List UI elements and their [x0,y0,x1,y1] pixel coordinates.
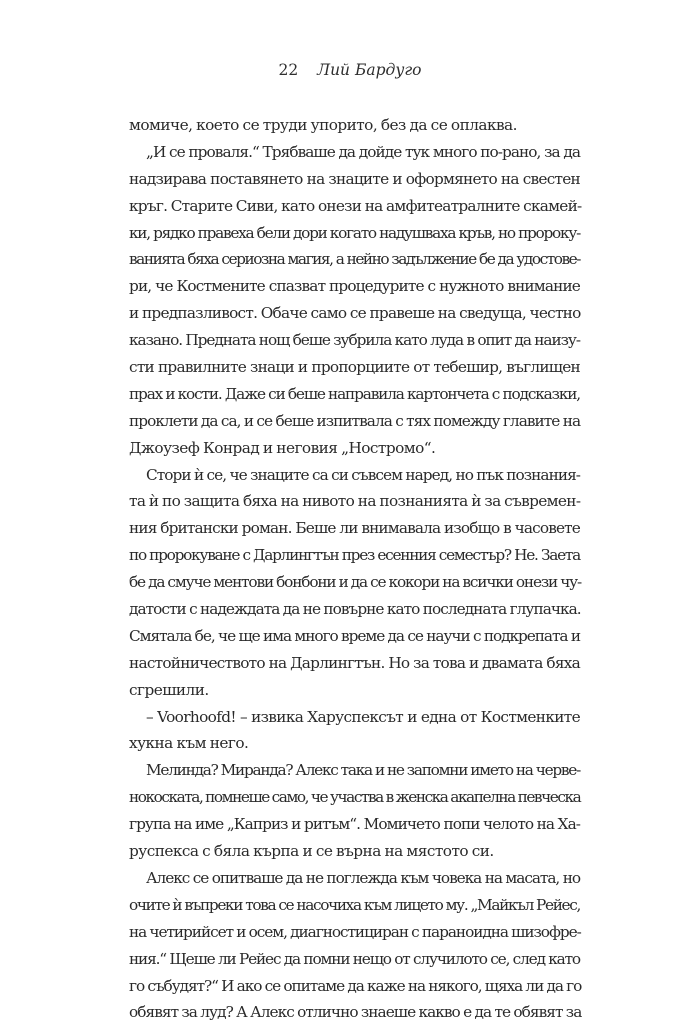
text-line: Мелинда? Миранда? Алекс така и не запомни името на черве- [146,761,580,780]
text-line: Алекс се опитваше да не поглежда към човека на масата, но [146,868,580,887]
text-line: – Voorhoofd! – извика Харуспексът и една от Костменките [146,707,580,726]
text-line: ки, рядко правеха бели дори когато надушваха кръв, но пророку- [129,223,580,242]
text-line: та ѝ по защита бяха на нивото на познанията ѝ за съвремен- [129,492,581,511]
text-line: и предпазливост. Обаче само се правеше на сведуща, честно [129,304,581,323]
text-line: хукна към него. [129,734,249,753]
text-line: ванията бяха сериозна магия, а нейно задължение бе да удостове- [129,250,580,269]
text-line: по пророкуване с Дарлингтън през есенния семестър? Не. Заета [129,546,580,565]
text-line: „И се проваля.“ Трябваше да дойде тук много по-рано, за да [146,142,580,161]
text-line: ния.“ Щеше ли Рейес да помни нещо от случилото се, след като [129,949,580,968]
text-line: момиче, което се труди упорито, без да се оплаква. [129,116,517,134]
body-text [129,112,580,1026]
text-line: Смятала бе, че ще има много време да се научи с подкрепата и [129,626,580,645]
text-line: датости с надеждата да не повърне като последната глупачка. [129,600,581,619]
text-line: го събудят?“ И ако се опитаме да каже на някого, щяха ли да го [129,976,582,995]
text-line: очите ѝ въпреки това се насочиха към лицето му. „Майкъл Рейес, [129,895,580,914]
text-line: ри, че Костмените спазват процедурите с нужното внимание [129,277,580,296]
text-line: нокоската, помнеше само, че участва в женска акапелна певческа [129,788,581,807]
author-name: Лий Бардуго [317,61,422,79]
page-number: 22 [278,61,299,79]
text-line: Стори ѝ се, че знаците са си съвсем наред, но пък познания- [146,465,580,484]
text-line: ния британски роман. Беше ли внимавала изобщо в часовете [129,519,580,538]
running-header [0,60,700,80]
text-line: обявят за луд? А Алекс отлично знаеше какво е да те обявят за [129,1003,582,1022]
text-line: прах и кости. Даже си беше направила картончета с подсказки, [129,384,580,403]
text-line: група на име „Каприз и ритъм“. Момичето попи челото на Ха- [129,815,580,834]
text-line: надзирава поставянето на знаците и оформянето на свестен [129,169,580,188]
text-line: бе да смуче ментови бонбони и да се кокори на всички онези чу- [129,573,582,592]
text-line: проклети да са, и се беше изпитвала с тях помежду главите на [129,411,581,430]
text-line: кръг. Старите Сиви, като онези на амфитеатралните скамей- [129,196,582,215]
text-line: на четирийсет и осем, диагностициран с параноидна шизофре- [129,922,581,941]
text-line: Джоузеф Конрад и неговия „Ностромо“. [129,438,436,457]
text-line: сти правилните знаци и пропорциите от тебешир, въглищен [129,358,580,377]
text-line: руспекса с бяла кърпа и се върна на мястото си. [129,842,494,861]
text-line: казано. Предната нощ беше зубрила като луда в опит да наизу- [129,331,580,350]
text-line: сгрешили. [129,680,209,699]
text-line: настойничеството на Дарлингтън. Но за това и двамата бяха [129,653,580,672]
